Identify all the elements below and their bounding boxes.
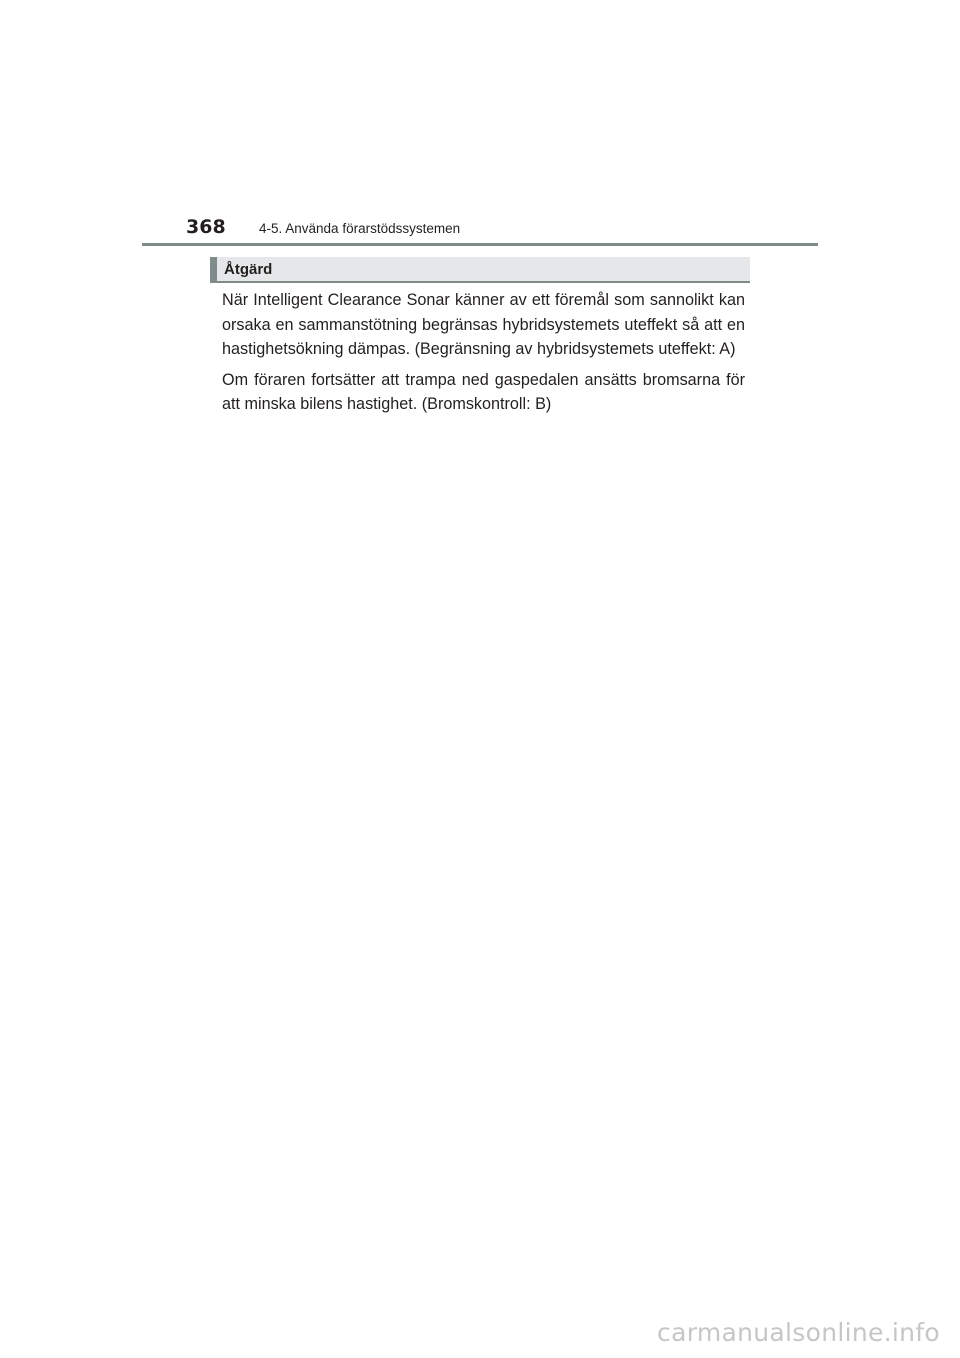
watermark: carmanualsonline.info [657, 1318, 940, 1347]
page-header [142, 216, 818, 246]
header-rule [142, 243, 818, 246]
paragraph-2: Om föraren fortsätter att trampa ned gaspedalen ansätts bromsarna för att minska bilens hastighet. (Bromskontroll: B) [222, 370, 745, 413]
page-number: 368 [186, 216, 226, 238]
subheading-accent-bar [210, 257, 217, 283]
subheading-title: Åtgärd [224, 261, 273, 278]
subheading-box [210, 257, 750, 283]
body-text [222, 288, 745, 423]
paragraph-1: När Intelligent Clearance Sonar känner av ett föremål som sannolikt kan orsaka en sammanstötning begränsas hybridsystemets uteffekt så att en hastighetsökning dämpas. (Begränsning av hybridsystemets uteffekt: A) [222, 291, 745, 358]
section-title: 4-5. Använda förarstödssystemen [259, 221, 461, 236]
